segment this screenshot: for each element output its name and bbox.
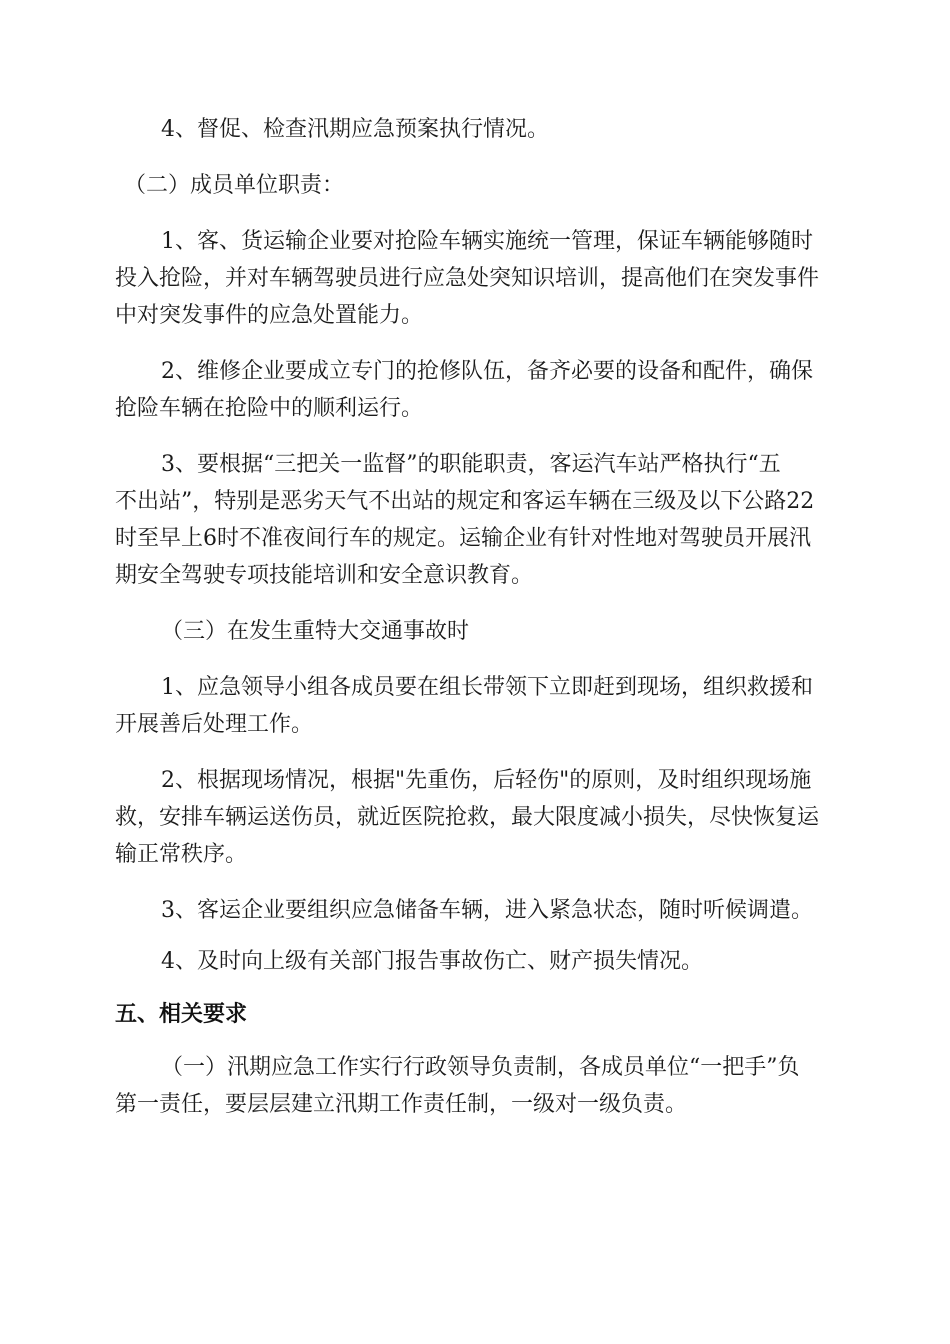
paragraph-leadership-line-1: 1、应急领导小组各成员要在组长带领下立即赶到现场，组织救援和 — [161, 675, 813, 700]
paragraph-report-losses: 4、及时向上级有关部门报告事故伤亡、财产损失情况。 — [161, 949, 703, 974]
paragraph-station-line-3: 时至早上6时不准夜间行车的规定。运输企业有针对性地对驾驶员开展汛 — [115, 526, 811, 551]
paragraph-repair-line-1: 2、维修企业要成立专门的抢修队伍，备齐必要的设备和配件，确保 — [161, 359, 813, 384]
section-member-duties: （二）成员单位职责： — [124, 173, 345, 198]
paragraph-responsibility-line-1: （一）汛期应急工作实行行政领导负责制，各成员单位“一把手”负 — [161, 1055, 800, 1080]
paragraph-responsibility-line-2: 第一责任，要层层建立汛期工作责任制，一级对一级负责。 — [115, 1092, 688, 1117]
paragraph-reserve-vehicles: 3、客运企业要组织应急储备车辆，进入紧急状态，随时听候调遣。 — [161, 898, 813, 923]
paragraph-rescue-line-2: 救，安排车辆运送伤员，就近医院抢救，最大限度减小损失，尽快恢复运 — [115, 805, 820, 830]
paragraph-transport-line-1: 1、客、货运输企业要对抢险车辆实施统一管理，保证车辆能够随时 — [161, 229, 813, 254]
paragraph-rescue-line-3: 输正常秩序。 — [115, 842, 248, 867]
paragraph-station-line-2: 不出站”，特别是恶劣天气不出站的规定和客运车辆在三级及以下公路22 — [115, 489, 815, 514]
paragraph-repair-line-2: 抢险车辆在抢险中的顺利运行。 — [115, 396, 424, 421]
paragraph-transport-line-2: 投入抢险，并对车辆驾驶员进行应急处突知识培训，提高他们在突发事件 — [115, 266, 820, 291]
paragraph-station-line-4: 期安全驾驶专项技能培训和安全意识教育。 — [115, 563, 534, 588]
section-major-accident: （三）在发生重特大交通事故时 — [161, 619, 470, 644]
paragraph-leadership-line-2: 开展善后处理工作。 — [115, 712, 314, 737]
paragraph-transport-line-3: 中对突发事件的应急处置能力。 — [115, 303, 424, 328]
paragraph-rescue-line-1: 2、根据现场情况，根据"先重伤，后轻伤"的原则，及时组织现场施 — [161, 768, 812, 793]
paragraph-supervise-plan: 4、督促、检查汛期应急预案执行情况。 — [161, 117, 549, 142]
paragraph-station-line-1: 3、要根据“三把关一监督”的职能职责，客运汽车站严格执行“五 — [161, 452, 781, 477]
heading-related-requirements: 五、相关要求 — [115, 1002, 248, 1027]
